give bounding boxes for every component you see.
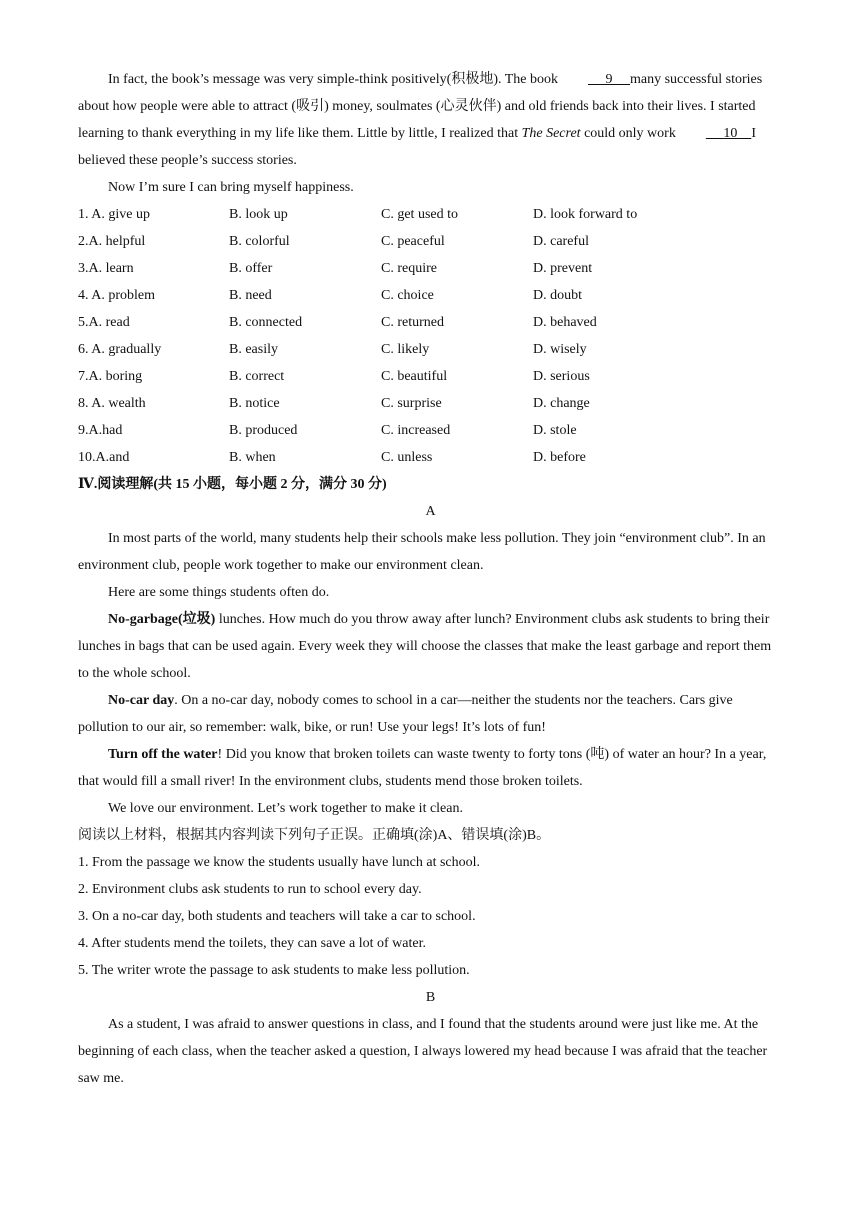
option-row-5: 5.A. read B. connected C. returned D. behaved — [78, 315, 597, 330]
option-row-1: 1. A. give up B. look up C. get used to D. look forward to — [78, 207, 638, 222]
text: I believed these people’s success stories. — [78, 126, 756, 168]
passage-a-paragraph-1: In most parts of the world, many students help their schools make less pollution. They join “environment club”. In an environment club, people work together to make our environment clean. — [78, 531, 766, 573]
question-4: 4. After students mend the toilets, they can save a lot of water. — [78, 936, 426, 951]
option-row-2: 2.A. helpful B. colorful C. peaceful D. careful — [78, 234, 589, 249]
cloze-paragraph-1 — [78, 66, 783, 174]
passage-a-paragraph-3: No-garbage(垃圾) lunches. How much do you throw away after lunch? Environment clubs ask students to bring their lunches in bags that can be used again. Every week they will choose the classes that make the least garbage and report them to the whole school. — [78, 612, 772, 681]
option-row-6: 6. A. gradually B. easily C. likely D. wisely — [78, 342, 587, 357]
option-row-4: 4. A. problem B. need C. choice D. doubt — [78, 288, 582, 303]
text: many successful stories about how people were able to attract (吸引) money, soulmates (心灵伙伴) and old friends back into their lives. I started learning to thank everything in my life like them. Little by little, I realized that — [78, 72, 763, 141]
question-1: 1. From the passage we know the students usually have lunch at school. — [78, 855, 481, 870]
book-title: The Secret — [521, 126, 581, 141]
section-heading: Ⅳ.阅读理解(共 15 小题，每小题 2 分，满分 30 分) — [78, 477, 387, 492]
option-row-3: 3.A. learn B. offer C. require D. prevent — [78, 261, 593, 276]
option-row-10: 10.A.and B. when C. unless D. before — [78, 450, 586, 465]
option-row-8: 8. A. wealth B. notice C. surprise D. change — [78, 396, 590, 411]
page-content — [78, 66, 783, 1092]
text: could only work — [584, 126, 676, 141]
blank-9: 9 — [605, 72, 613, 87]
passage-b-label: B — [425, 990, 436, 1005]
question-2: 2. Environment clubs ask students to run to school every day. — [78, 882, 422, 897]
text: In fact, the book’s message was very simple-think positively(积极地). The book — [108, 72, 558, 87]
question-5: 5. The writer wrote the passage to ask students to make less pollution. — [78, 963, 470, 978]
question-3: 3. On a no-car day, both students and teachers will take a car to school. — [78, 909, 476, 924]
option-row-7: 7.A. boring B. correct C. beautiful D. serious — [78, 369, 590, 384]
bold-term: Turn off the water — [108, 747, 218, 762]
bold-term: No-car day — [108, 693, 175, 708]
passage-a-paragraph-4: No-car day. On a no-car day, nobody comes to school in a car—neither the students nor the teachers. Cars give pollution to our air, so remember: walk, bike, or run! Use your legs! It’s lots of fun! — [78, 693, 733, 735]
option-row-9: 9.A.had B. produced C. increased D. stole — [78, 423, 577, 438]
cloze-paragraph-2: Now I’m sure I can bring myself happiness. — [108, 180, 354, 195]
blank-10: 10 — [723, 126, 738, 141]
passage-a-paragraph-5: Turn off the water! Did you know that broken toilets can waste twenty to forty tons (吨) of water an hour? In a year, that would fill a small river! In the environment clubs, students mend those broken toilets. — [78, 747, 767, 789]
passage-a-label: A — [425, 504, 436, 519]
passage-a-paragraph-2: Here are some things students often do. — [108, 585, 330, 600]
passage-a-instruction: 阅读以上材料，根据其内容判读下列句子正误。正确填(涂)A、错误填(涂)B。 — [78, 828, 551, 843]
bold-term: No-garbage(垃圾) — [108, 612, 216, 627]
passage-a-paragraph-6: We love our environment. Let’s work together to make it clean. — [108, 801, 463, 816]
options-table — [78, 201, 783, 471]
passage-b-paragraph-1: As a student, I was afraid to answer questions in class, and I found that the students around were just like me. At the beginning of each class, when the teacher asked a question, I always lowered my head because I was afraid that the teacher saw me. — [78, 1017, 768, 1086]
